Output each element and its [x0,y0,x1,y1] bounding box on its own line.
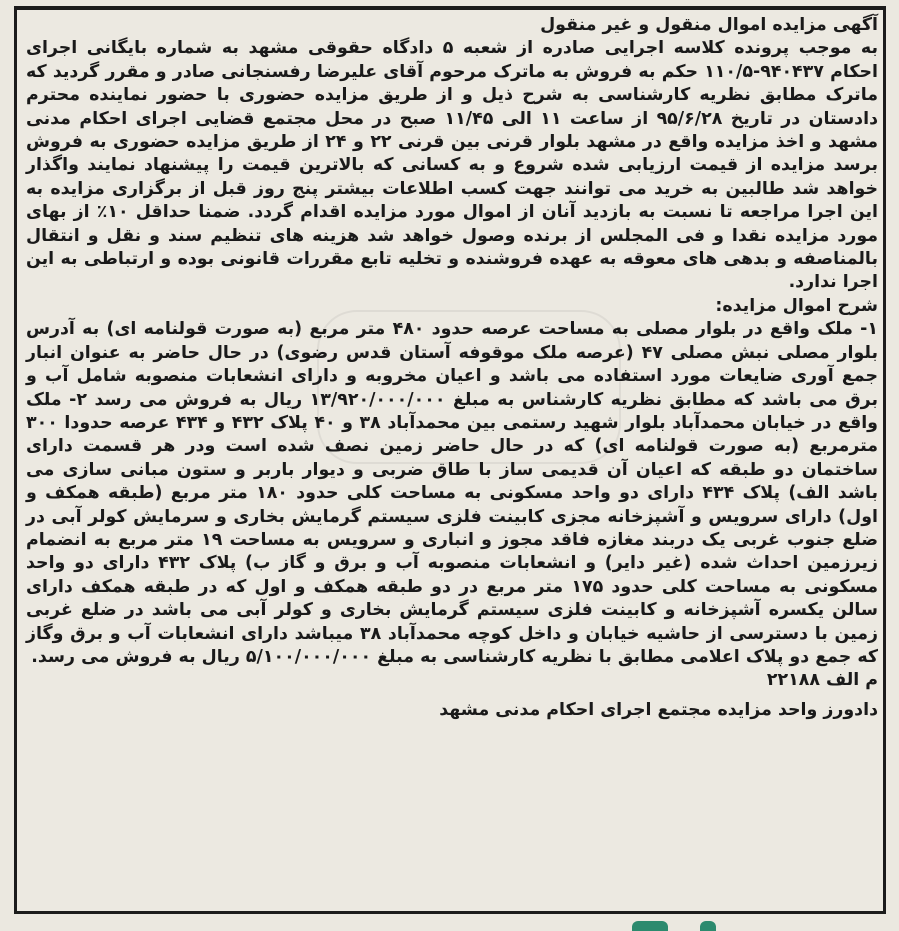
notice-body: به موجب پرونده کلاسه اجرایی صادره از شعبه ۵ دادگاه حقوقی مشهد به شماره بایگانی اجرای احکام ۹۴۰۴۳۷-۱۱۰/۵ حکم به فروش به ماترک مرحوم آقای علیرضا رفسنجانی صادر و مقرر گردید که ماترک مطابق نظریه کارشناسی به شرح ذیل و از طریق مزایده حضوری با حضور نماینده محترم دادستان در تاریخ ۹۵/۶/۲۸ از ساعت ۱۱ الی ۱۱/۴۵ صبح در محل مجتمع قضایی اجرای احکام مدنی مشهد و اخذ مزایده واقع در مشهد بلوار قرنی بین قرنی ۲۲ و ۲۴ از طریق مزایده حضوری به فروش برسد مزایده از قیمت ارزیابی شده شروع و به کسانی که بالاترین قیمت را پیشنهاد نمایند واگذار خواهد شد طالبین به خرید می توانند جهت کسب اطلاعات بیشتر پنج روز قبل از برگزاری مزایده به این اجرا مراجعه تا نسبت به بازدید آنان از اموال مورد مزایده اقدام گردد. ضمنا حداقل ۱۰٪ از بهای مورد مزایده نقدا و فی المجلس از برنده وصول خواهد شد هزینه های تنظیم سند و نقل و انتقال بالمناصفه و بدهی های معوقه به عهده فروشنده و تخلیه تابع مقررات قانونی بوده و ارتباطی به این اجرا ندارد. [26,38,879,293]
next-clipping-edge-2 [700,921,716,931]
section-title: شرح اموال مزایده: [715,295,878,316]
notice-content [26,14,878,722]
next-clipping-edge [632,921,668,931]
notice-code: م الف ۲۲۱۸۸ [766,670,878,691]
items-description: ۱- ملک واقع در بلوار مصلی به مساحت عرصه حدود ۴۸۰ متر مربع (به صورت قولنامه ای) به آدرس بلوار مصلی نبش مصلی ۴۷ (عرصه ملک موقوفه آستان قدس رضوی) در حال حاضر به عنوان انبار جمع آوری ضایعات مورد استفاده می باشد و اعیان مخروبه و دارای انشعابات منصوبه شامل آب و برق می باشد که مطابق نظریه کارشناس به مبلغ ۱۳/۹۲۰/۰۰۰/۰۰۰ ریال به فروش می رسد ۲- ملک واقع در خیابان محمدآباد بلوار شهید رستمی بین محمدآباد ۳۸ و ۴۰ پلاک ۴۳۲ و ۴۳۴ عرصه حدودا ۳۰۰ مترمربع (به صورت قولنامه ای) که در حال حاضر زمین نصف شده است ودر هر قسمت دارای ساختمان دو طبقه که اعیان آن قدیمی ساز با طاق ضربی و دیوار باربر و ستون مبانی سازی می باشد الف) پلاک ۴۳۴ دارای دو واحد مسکونی به مساحت کلی حدود ۱۸۰ متر مربع (طبقه همکف و اول) دارای سرویس و آشپزخانه مجزی کابینت فلزی سیستم گرمایش بخاری و سرمایش کولر آبی در ضلع جنوب غربی یک دربند مغازه فاقد مجوز و انباری و سرویس به مساحت ۱۹ متر مربع به انضمام زیرزمین احداث شده (غیر دایر) و انشعابات منصوبه آب و برق و گاز ب) پلاک ۴۳۲ دارای دو واحد مسکونی به مساحت کلی حدود ۱۷۵ متر مربع در دو طبقه همکف و اول که در طبقه همکف دارای سالن یکسره آشپزخانه و کابینت فلزی سیستم گرمایش بخاری و کولر آبی می باشد در ضلع غربی زمین با دسترسی از حاشیه خیابان و داخل کوچه محمدآباد ۳۸ میباشد دارای انشعابات آب و برق وگاز که جمع دو پلاک اعلامی مطابق با نظریه کارشناسی به مبلغ ۵/۱۰۰/۰۰۰/۰۰۰ ریال به فروش می رسد. [26,319,879,667]
notice-signature: دادورز واحد مزایده مجتمع اجرای احکام مدنی مشهد [439,699,878,720]
notice-title: آگهی مزایده اموال منقول و غیر منقول [540,15,878,35]
